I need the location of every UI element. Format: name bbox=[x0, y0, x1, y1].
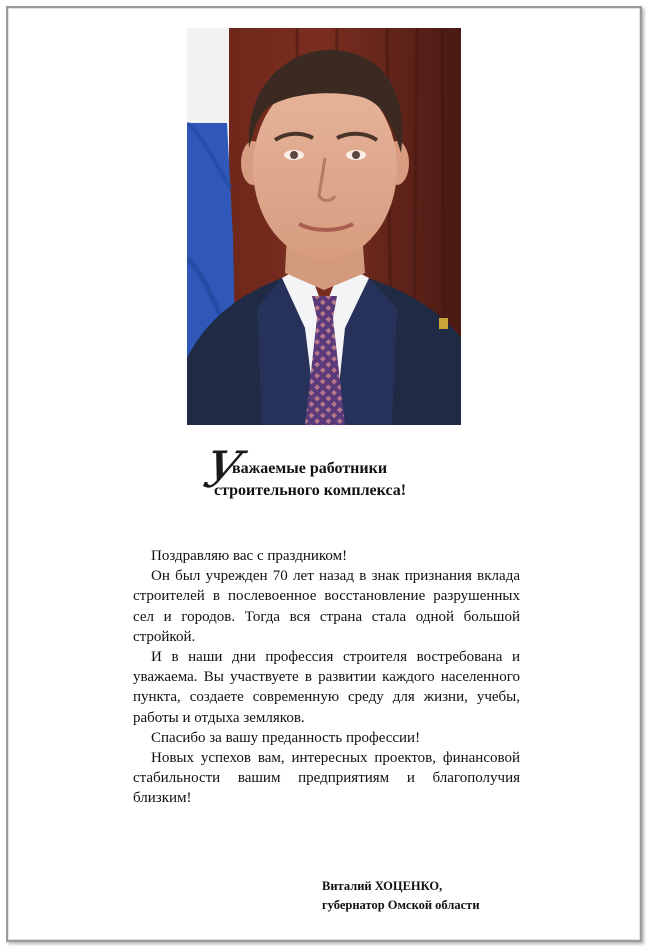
decorative-initial: У bbox=[198, 441, 248, 499]
letter-paragraph: Он был учрежден 70 лет назад в знак признания вклада строителей в послевоенное восстановление разрушенных сел и городов. Тогда вся страна стала одной большой стройкой. bbox=[133, 568, 520, 645]
signature-name: Виталий ХОЦЕНКО, bbox=[322, 879, 443, 893]
greeting-heading bbox=[198, 440, 505, 510]
heading-line-1: важаемые работники bbox=[232, 460, 388, 477]
letter-paragraph: Новых успехов вам, интересных проектов, финансовой стабильности вашим предприятиям и благополучия близким! bbox=[133, 750, 520, 807]
signature-title: губернатор Омской области bbox=[322, 898, 480, 912]
heading-line-2: строительного комплекса! bbox=[214, 482, 407, 499]
signature-block bbox=[322, 877, 572, 915]
letter-paragraph: Спасибо за вашу преданность профессии! bbox=[151, 729, 421, 746]
letter-paragraph: И в наши дни профессия строителя востребована и уважаема. Вы участвуете в развитии каждого населенного пункта, создаете современную среду для жизни, учебы, работы и отдыха земляков. bbox=[133, 649, 520, 726]
portrait-photo bbox=[187, 28, 461, 425]
letter-paragraph: Поздравляю вас с праздником! bbox=[151, 548, 348, 564]
letter-body bbox=[133, 546, 520, 809]
